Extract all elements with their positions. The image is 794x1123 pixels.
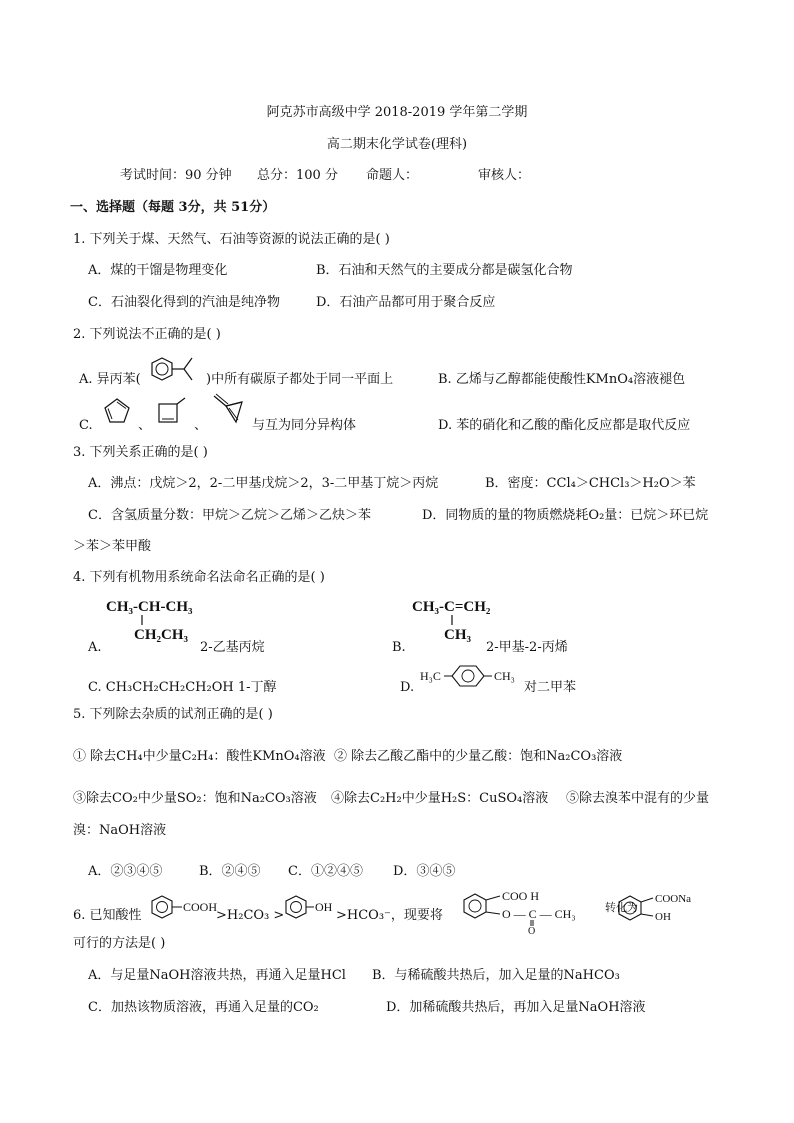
q4-option-c: C. CH₃CH₂CH₂CH₂OH 1-丁醇 bbox=[88, 680, 277, 695]
o-double-text: O bbox=[528, 926, 536, 937]
q6-option-c: C．加热该物质溶液，再通入足量的CO₂ bbox=[88, 1000, 319, 1015]
q2-option-d: D. 苯的硝化和乙酸的酯化反应都是取代反应 bbox=[438, 418, 691, 433]
q2-option-a-pre: A. 异丙苯( bbox=[79, 372, 141, 387]
section-heading: 一、选择题（每题 3分，共 51分） bbox=[70, 200, 276, 215]
q5-item-1: ① 除去CH₄中少量C₂H₄：酸性KMnO₄溶液 bbox=[73, 749, 326, 764]
struct-d-left: H₃C bbox=[420, 669, 441, 683]
q6-option-a: A．与足量NaOH溶液共热，再通入足量HCl bbox=[88, 968, 346, 983]
exam-title: 阿克苏市高级中学 2018-2019 学年第二学期 bbox=[266, 105, 528, 120]
q2-option-a-post: )中所有碳原子都处于同一平面上 bbox=[206, 372, 394, 387]
q5-item-2: ② 除去乙酸乙酯中的少量乙酸：饱和Na₂CO₃溶液 bbox=[334, 749, 623, 764]
cyclopentadiene-structure bbox=[102, 396, 132, 426]
q3-option-b: B．密度：CCl₄＞CHCl₃＞H₂O＞苯 bbox=[485, 476, 696, 491]
exam-reviewer: 审核人： bbox=[478, 168, 531, 183]
q6-convert-label: 转化为 bbox=[605, 901, 638, 914]
q4-option-a-label: A. bbox=[88, 640, 102, 655]
exam-time: 考试时间：90 分钟 bbox=[120, 168, 232, 183]
q5-item-4: ④除去C₂H₂中少量H₂S：CuSO₄溶液 bbox=[331, 791, 549, 806]
sodium-salicylate-structure bbox=[617, 890, 717, 930]
exam-score: 总分：100 分 bbox=[257, 168, 338, 183]
q6-stem-pre: 6. 已知酸性 bbox=[73, 908, 142, 923]
q5-item-3: ③除去CO₂中少量SO₂：饱和Na₂CO₃溶液 bbox=[73, 791, 317, 806]
struct-d-right: CH₃ bbox=[494, 669, 515, 683]
q4-option-b-name: 2-甲基-2-丙烯 bbox=[486, 640, 568, 655]
struct-b-bottom: CH₃ bbox=[444, 627, 471, 643]
q5-option-b: B．②④⑤ bbox=[199, 864, 261, 879]
q1-stem: 1. 下列关于煤、天然气、石油等资源的说法正确的是( ) bbox=[73, 232, 390, 247]
coo-h-text: COO H bbox=[502, 889, 540, 903]
q6-option-b: B．与稀硫酸共热后，加入足量的NaHCO₃ bbox=[372, 968, 620, 983]
q6-stem-mid1: >H₂CO₃ > bbox=[216, 908, 285, 923]
cyclobutene-methyl-structure bbox=[155, 396, 189, 426]
cooh-text: COOH bbox=[183, 900, 218, 914]
struct-a-bottom: CH₂CH₃ bbox=[134, 627, 188, 643]
q5-item-5: ⑤除去溴苯中混有的少量 bbox=[566, 791, 710, 806]
q2-option-c-label: C. bbox=[79, 418, 93, 433]
q6-option-d: D．加稀硫酸共热后，再加入足量NaOH溶液 bbox=[386, 1000, 646, 1015]
q3-option-a: A．沸点：戊烷＞2，2-二甲基戊烷＞2，3-二甲基丁烷＞丙烷 bbox=[88, 476, 439, 491]
exam-subtitle: 高二期末化学试卷(理科) bbox=[326, 137, 468, 152]
q5-option-c: C．①②④⑤ bbox=[288, 864, 363, 879]
isopropylbenzene-structure bbox=[148, 350, 208, 386]
q2-stem: 2. 下列说法不正确的是( ) bbox=[73, 327, 221, 342]
q1-option-b: B．石油和天然气的主要成分都是碳氢化合物 bbox=[316, 263, 573, 278]
q3-option-d: D．同物质的量的物质燃烧耗O₂量：已烷＞环已烷 bbox=[422, 508, 709, 523]
oh2-text: OH bbox=[655, 911, 671, 923]
p-xylene-structure bbox=[420, 662, 524, 692]
q4-option-b-label: B. bbox=[392, 640, 406, 655]
q2-option-b: B. 乙烯与乙醇都能使酸性KMnO₄溶液褪色 bbox=[438, 372, 686, 387]
q4-structure-a bbox=[104, 595, 204, 647]
q5-item-5-cont: 溴：NaOH溶液 bbox=[73, 823, 167, 838]
q5-option-d: D．③④⑤ bbox=[393, 864, 456, 879]
q2-option-c-sep2: 、 bbox=[194, 418, 208, 433]
q4-option-a-name: 2-乙基丙烷 bbox=[200, 640, 265, 655]
q4-option-d-name: 对二甲苯 bbox=[524, 680, 577, 695]
q1-option-d: D．石油产品都可用于聚合反应 bbox=[316, 295, 496, 310]
phenol-structure bbox=[284, 894, 340, 922]
struct-a-top: CH₃-CH-CH₃ bbox=[106, 599, 193, 615]
coona-text: COONa bbox=[655, 893, 692, 905]
benzoic-acid-structure bbox=[150, 894, 220, 922]
q5-option-a: A．②③④⑤ bbox=[88, 864, 163, 879]
o-c-ch3-text: O — C — CH₃ bbox=[502, 907, 576, 921]
q2-option-c-sep1: 、 bbox=[138, 418, 152, 433]
q6-stem-mid2: >HCO₃⁻，现要将 bbox=[336, 908, 443, 923]
q1-option-a: A．煤的干馏是物理变化 bbox=[88, 263, 228, 278]
q1-option-c: C．石油裂化得到的汽油是纯净物 bbox=[88, 295, 280, 310]
struct-b-top: CH₃-C=CH₂ bbox=[412, 599, 491, 615]
q5-stem: 5. 下列除去杂质的试剂正确的是( ) bbox=[73, 707, 273, 722]
q3-option-d-cont: ＞苯＞苯甲酸 bbox=[73, 539, 152, 554]
q3-stem: 3. 下列关系正确的是( ) bbox=[73, 445, 208, 460]
oh-text: OH bbox=[315, 900, 333, 914]
q4-option-d-label: D. bbox=[400, 680, 415, 695]
q4-stem: 4. 下列有机物用系统命名法命名正确的是( ) bbox=[73, 570, 325, 585]
q6-stem-line2: 可行的方法是( ) bbox=[73, 936, 166, 951]
q3-option-c: C．含氢质量分数：甲烷＞乙烷＞乙烯＞乙炔＞苯 bbox=[88, 508, 371, 523]
q2-option-c-text: 与互为同分异构体 bbox=[252, 418, 357, 433]
exam-setter: 命题人： bbox=[366, 168, 419, 183]
cyclopropene-vinyl-structure bbox=[212, 392, 252, 428]
aspirin-structure bbox=[462, 886, 602, 937]
